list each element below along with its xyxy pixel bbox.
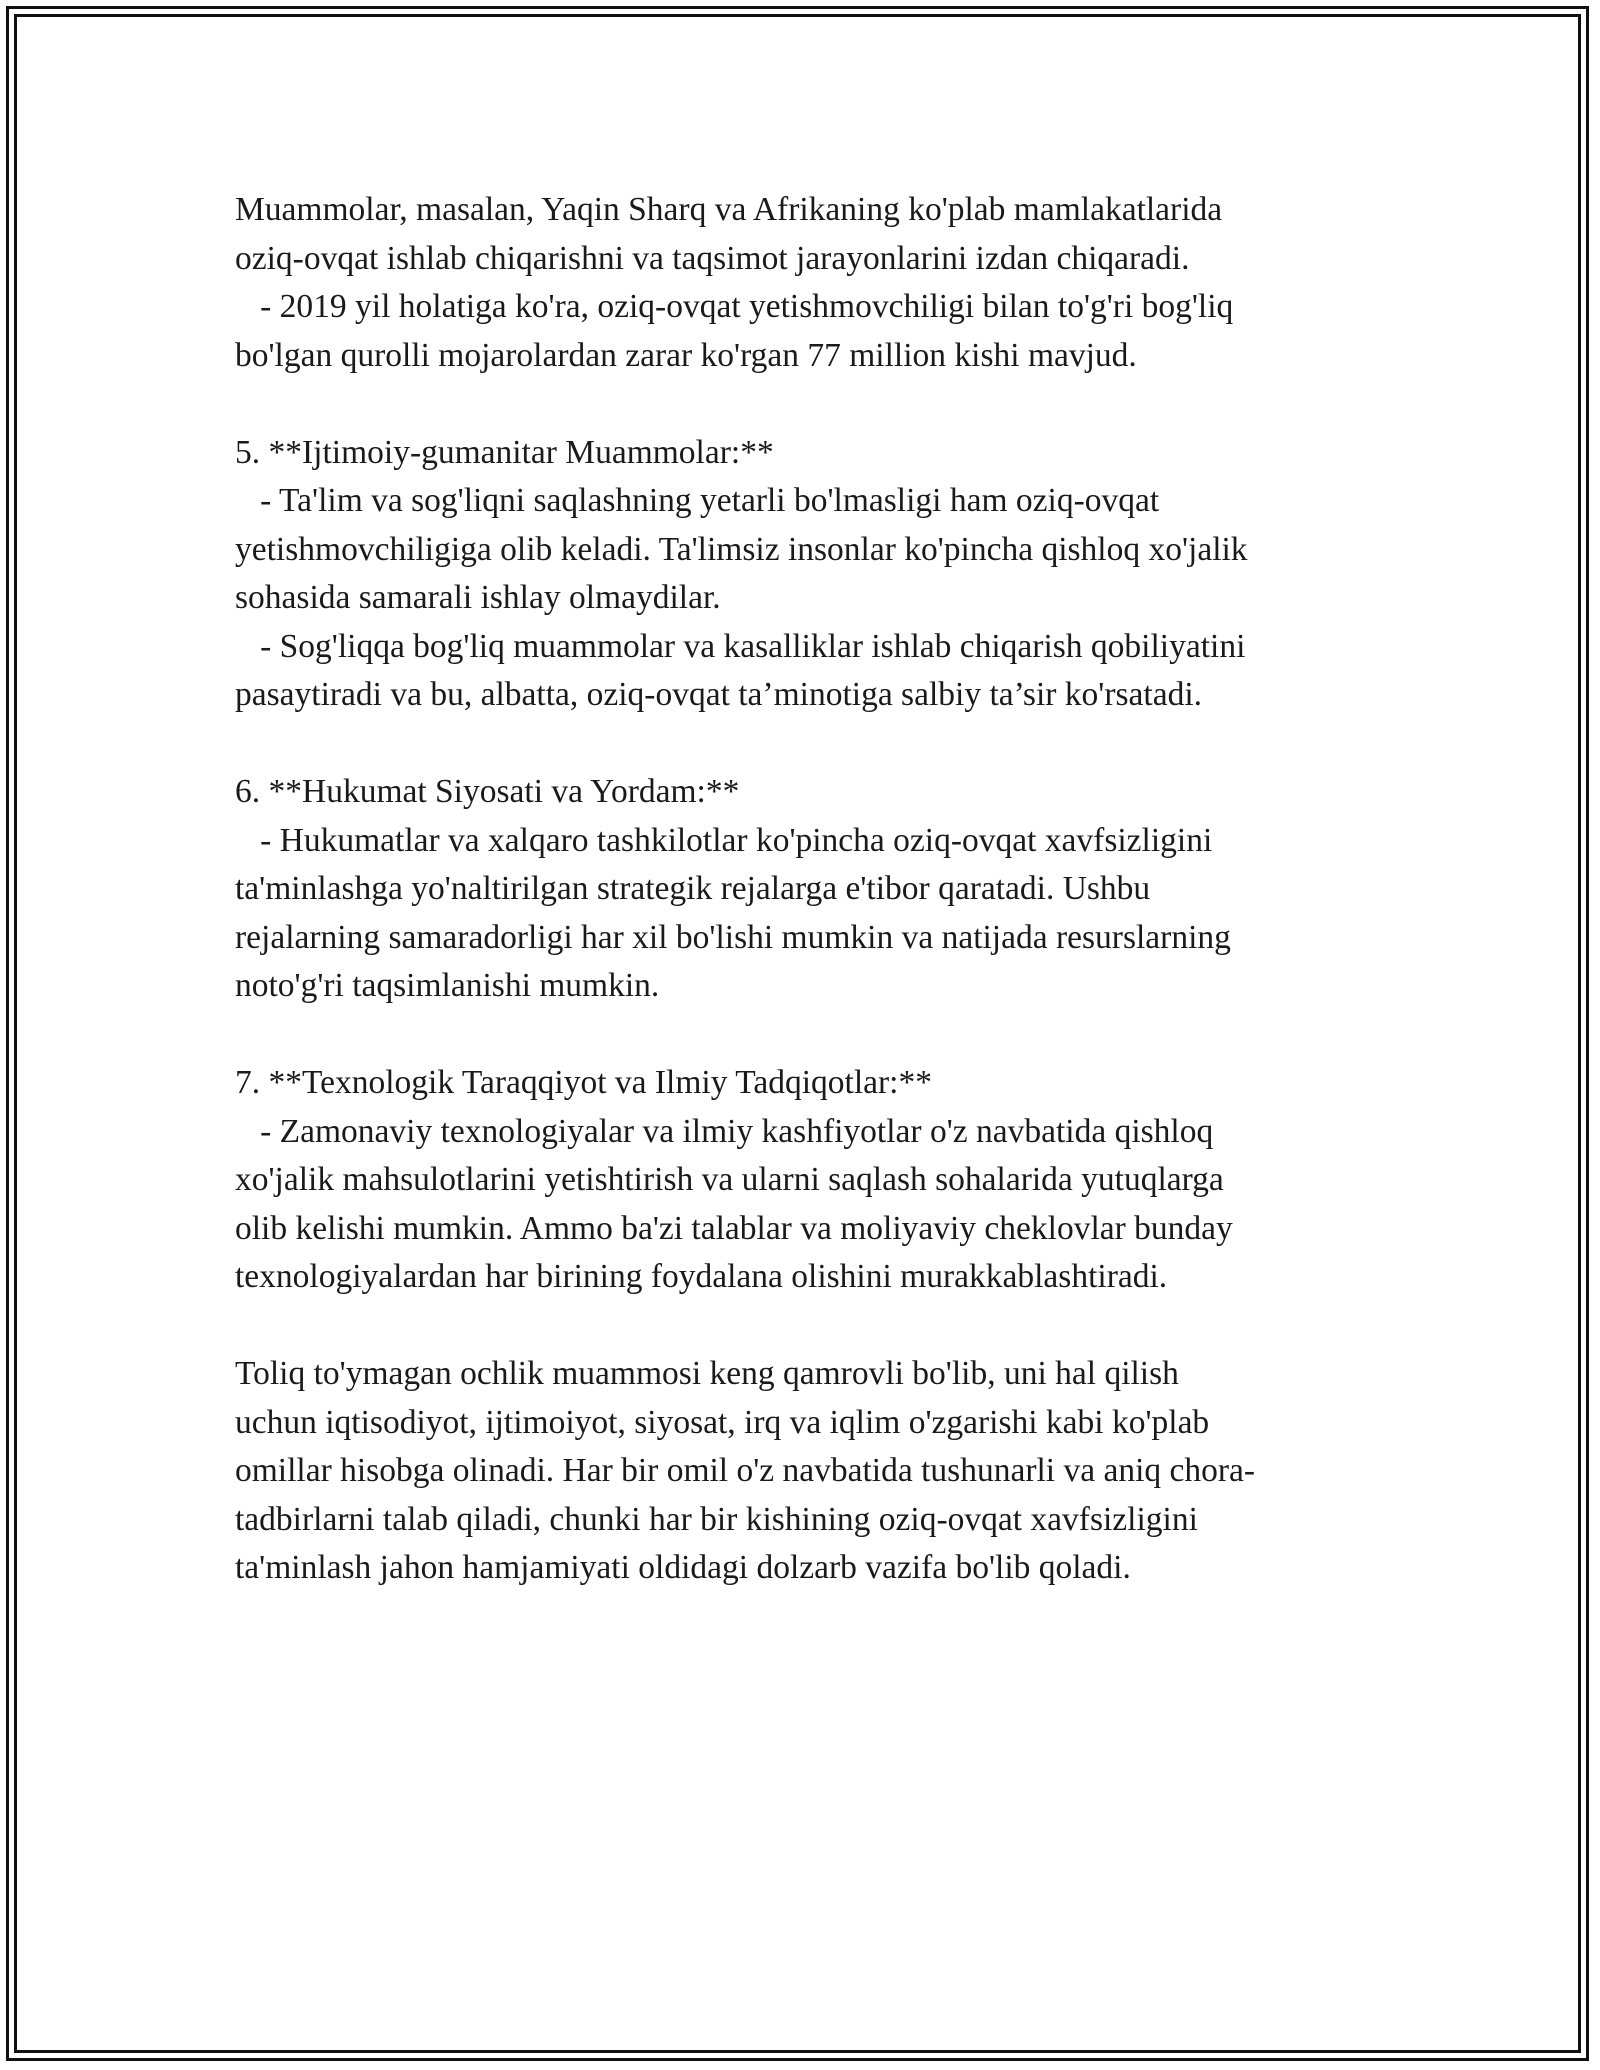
section-heading: 5. **Ijtimoiy-gumanitar Muammolar:** — [235, 433, 774, 471]
text-line: ta'minlashga yo'naltirilgan strategik rejalarga e'tibor qaratadi. Ushbu — [235, 870, 1151, 907]
text-line: bo'lgan qurolli mojarolardan zarar ko'rgan 77 million kishi mavjud. — [235, 336, 1137, 374]
paragraph-conclusion — [235, 1350, 1365, 1593]
text-line: ta'minlash jahon hamjamiyati oldidagi dolzarb vazifa bo'lib qoladi. — [235, 1549, 1131, 1586]
text-line: - Sog'liqqa bog'liq muammolar va kasalliklar ishlab chiqarish qobiliyatini — [235, 627, 1246, 665]
paragraph-government-policy — [235, 768, 1365, 1011]
text-line: pasaytiradi va bu, albatta, oziq-ovqat ta’minotiga salbiy ta’sir ko'rsatadi. — [235, 676, 1203, 713]
section-heading: 6. **Hukumat Siyosati va Yordam:** — [235, 773, 740, 810]
text-line: olib kelishi mumkin. Ammo ba'zi talablar va moliyaviy cheklovlar bunday — [235, 1209, 1233, 1247]
text-line: texnologiyalardan har birining foydalana olishini murakkablashtiradi. — [235, 1258, 1168, 1295]
text-line: - Ta'lim va sog'liqni saqlashning yetarli bo'lmasligi ham oziq-ovqat — [235, 482, 1160, 519]
text-line: Muammolar, masalan, Yaqin Sharq va Afrikaning ko'plab mamlakatlarida — [235, 191, 1223, 228]
text-line: sohasida samarali ishlay olmaydilar. — [235, 579, 721, 616]
paragraph-spacer — [235, 1302, 1365, 1351]
text-line: noto'g'ri taqsimlanishi mumkin. — [235, 967, 660, 1004]
paragraph-technology-research — [235, 1059, 1365, 1302]
paragraph-conflicts — [235, 186, 1365, 380]
text-line: uchun iqtisodiyot, ijtimoiyot, siyosat, irq va iqlim o'zgarishi kabi ko'plab — [235, 1403, 1210, 1441]
paragraph-spacer — [235, 1011, 1365, 1060]
document-body — [235, 186, 1365, 1593]
text-line: xo'jalik mahsulotlarini yetishtirish va ularni saqlash sohalarida yutuqlarga — [235, 1161, 1224, 1198]
text-line: - Zamonaviy texnologiyalar va ilmiy kashfiyotlar o'z navbatida qishloq — [235, 1112, 1214, 1150]
paragraph-social-humanitarian — [235, 429, 1365, 720]
text-line: rejalarning samaradorligi har xil bo'lishi mumkin va natijada resurslarning — [235, 918, 1231, 956]
text-line: Toliq to'ymagan ochlik muammosi keng qamrovli bo'lib, uni hal qilish — [235, 1355, 1179, 1392]
paragraph-spacer — [235, 380, 1365, 429]
section-heading: 7. **Texnologik Taraqqiyot va Ilmiy Tadqiqotlar:** — [235, 1064, 932, 1101]
paragraph-spacer — [235, 720, 1365, 769]
text-line: - 2019 yil holatiga ko'ra, oziq-ovqat yetishmovchiligi bilan to'g'ri bog'liq — [235, 288, 1234, 325]
text-line: tadbirlarni talab qiladi, chunki har bir kishining oziq-ovqat xavfsizligini — [235, 1500, 1198, 1538]
text-line: - Hukumatlar va xalqaro tashkilotlar ko'pincha oziq-ovqat xavfsizligini — [235, 821, 1213, 859]
text-line: oziq-ovqat ishlab chiqarishni va taqsimot jarayonlarini izdan chiqaradi. — [235, 239, 1190, 277]
text-line: omillar hisobga olinadi. Har bir omil o'z navbatida tushunarli va aniq chora- — [235, 1452, 1256, 1489]
text-line: yetishmovchiligiga olib keladi. Ta'limsiz insonlar ko'pincha qishloq xo'jalik — [235, 530, 1248, 568]
